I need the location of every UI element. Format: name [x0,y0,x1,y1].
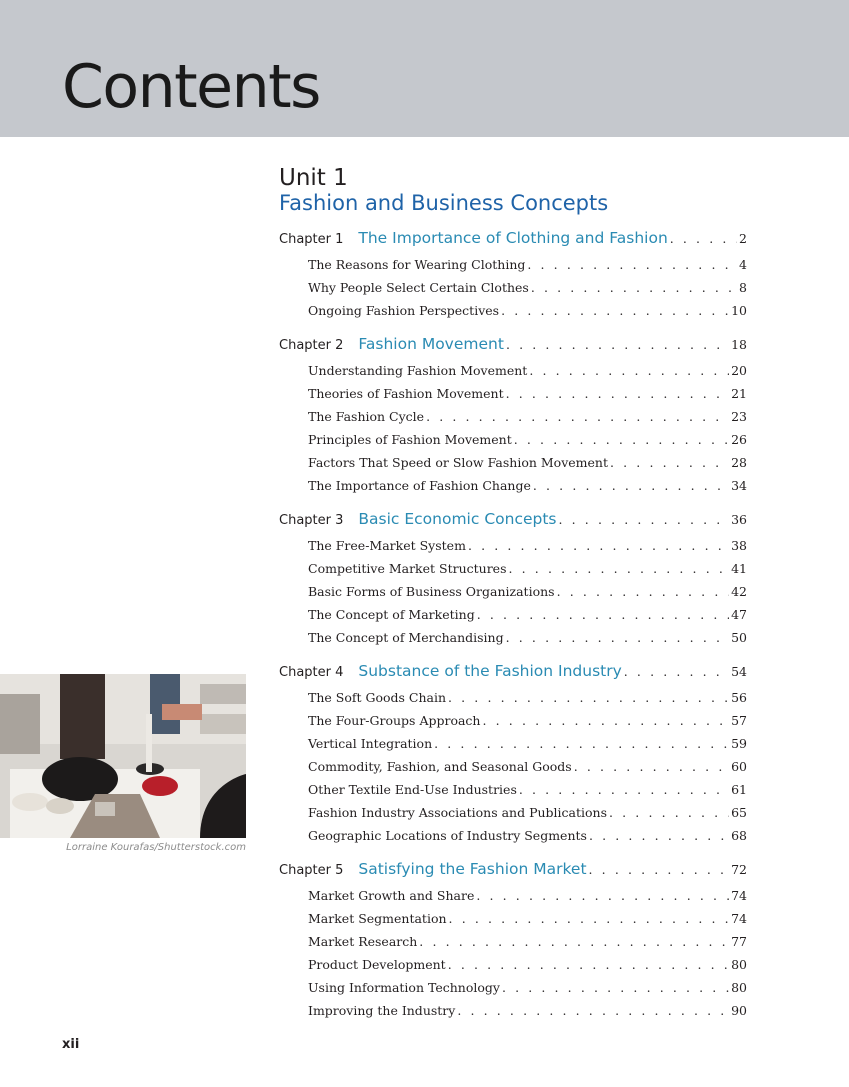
section-page-number: 56 [731,690,747,705]
section-entry[interactable] [279,561,747,584]
section-entry[interactable] [279,455,747,478]
chapter-page-number: 54 [731,664,747,679]
section-title: The Fashion Cycle [308,409,425,424]
section-entry[interactable] [279,980,747,1003]
section-title: Vertical Integration [308,736,433,751]
section-page-number: 50 [731,630,747,645]
section-page-number: 59 [731,736,747,751]
section-page-number: 80 [731,957,747,972]
dot-leader [509,561,730,576]
dot-leader [448,690,729,705]
chapter-entry[interactable] [279,662,747,690]
dot-leader [506,630,729,645]
section-entry[interactable] [279,280,747,303]
page-number: xii [62,1037,80,1052]
section-title: Other Textile End-Use Industries [308,782,517,797]
section-page-number: 20 [731,363,747,378]
section-page-number: 90 [731,1003,747,1018]
section-entry[interactable] [279,607,747,630]
dot-leader [519,782,729,797]
photo-credit: Lorraine Kourafas/Shutterstock.com [66,842,246,853]
dot-leader [426,409,729,424]
section-title: Understanding Fashion Movement [308,363,528,378]
section-entry[interactable] [279,713,747,736]
section-entry[interactable] [279,934,747,957]
chapter-entry[interactable] [279,335,747,363]
chapter-title: Fashion Movement [358,335,504,353]
section-title: Theories of Fashion Movement [308,386,504,401]
dot-leader [529,363,729,378]
chapter-label: Chapter 3 [279,513,344,528]
chapter-label: Chapter 2 [279,338,344,353]
unit-number: Unit 1 [279,165,348,191]
section-entry[interactable] [279,888,747,911]
dot-leader [533,478,729,493]
section-page-number: 47 [731,607,747,622]
dot-leader [483,713,730,728]
dot-leader [609,805,729,820]
chapter-label: Chapter 1 [279,232,344,247]
dot-leader [502,980,729,995]
section-entry[interactable] [279,386,747,409]
dot-leader [468,538,729,553]
dot-leader [559,512,730,527]
section-title: Geographic Locations of Industry Segments [308,828,587,843]
section-page-number: 41 [731,561,747,576]
section-page-number: 21 [731,386,747,401]
dot-leader [477,607,729,622]
section-title: Fashion Industry Associations and Publications [308,805,607,820]
section-title: Commodity, Fashion, and Seasonal Goods [308,759,572,774]
section-title: Factors That Speed or Slow Fashion Movement [308,455,608,470]
section-title: Market Growth and Share [308,888,475,903]
section-page-number: 65 [731,805,747,820]
chapter-1 [279,229,747,326]
dot-leader [501,303,729,318]
dot-leader [449,911,730,926]
section-title: The Free-Market System [308,538,466,553]
boutique-photo [0,674,246,838]
section-entry[interactable] [279,409,747,432]
section-page-number: 61 [731,782,747,797]
chapter-label: Chapter 4 [279,665,344,680]
section-page-number: 10 [731,303,747,318]
section-entry[interactable] [279,782,747,805]
section-title: The Importance of Fashion Change [308,478,531,493]
section-entry[interactable] [279,1003,747,1026]
section-title: The Soft Goods Chain [308,690,447,705]
section-page-number: 38 [731,538,747,553]
chapter-4 [279,662,747,851]
section-entry[interactable] [279,584,747,607]
section-page-number: 28 [731,455,747,470]
chapter-title: The Importance of Clothing and Fashion [358,229,668,247]
dot-leader [670,231,737,246]
section-page-number: 74 [731,911,747,926]
chapter-5 [279,860,747,1026]
section-title: Principles of Fashion Movement [308,432,512,447]
dot-leader [624,664,729,679]
section-entry[interactable] [279,805,747,828]
chapter-title: Satisfying the Fashion Market [358,860,587,878]
section-title: The Four-Groups Approach [308,713,481,728]
chapter-entry[interactable] [279,860,747,888]
section-page-number: 68 [731,828,747,843]
section-entry[interactable] [279,759,747,782]
chapter-title: Basic Economic Concepts [358,510,557,528]
section-page-number: 8 [739,280,747,295]
section-title: Market Segmentation [308,911,447,926]
section-entry[interactable] [279,257,747,280]
section-entry[interactable] [279,363,747,386]
chapter-label: Chapter 5 [279,863,344,878]
section-title: The Concept of Merchandising [308,630,504,645]
section-entry[interactable] [279,736,747,759]
chapter-3 [279,510,747,653]
dot-leader [574,759,729,774]
section-entry[interactable] [279,478,747,501]
section-page-number: 23 [731,409,747,424]
dot-leader [589,862,730,877]
dot-leader [448,957,729,972]
dot-leader [589,828,729,843]
chapter-page-number: 18 [731,337,747,352]
section-entry[interactable] [279,538,747,561]
section-page-number: 42 [731,584,747,599]
chapter-2 [279,335,747,501]
section-page-number: 57 [731,713,747,728]
dot-leader [419,934,729,949]
section-entry[interactable] [279,432,747,455]
section-title: Product Development [308,957,446,972]
dot-leader [557,584,730,599]
section-entry[interactable] [279,690,747,713]
section-page-number: 74 [731,888,747,903]
section-entry[interactable] [279,911,747,934]
page-title: Contents [62,52,320,122]
dot-leader [506,337,729,352]
section-page-number: 26 [731,432,747,447]
section-title: Why People Select Certain Clothes [308,280,529,295]
dot-leader [506,386,730,401]
chapter-page-number: 72 [731,862,747,877]
dot-leader [531,280,737,295]
chapter-page-number: 2 [739,231,747,246]
section-title: Using Information Technology [308,980,500,995]
dot-leader [610,455,729,470]
chapter-page-number: 36 [731,512,747,527]
dot-leader [514,432,729,447]
section-title: Market Research [308,934,418,949]
unit-title: Fashion and Business Concepts [279,191,609,215]
section-title: Ongoing Fashion Perspectives [308,303,500,318]
dot-leader [434,736,729,751]
table-of-contents [279,229,747,1026]
chapter-entry[interactable] [279,229,747,257]
chapter-entry[interactable] [279,510,747,538]
section-entry[interactable] [279,630,747,653]
chapter-title: Substance of the Fashion Industry [358,662,622,680]
section-page-number: 34 [731,478,747,493]
section-entry[interactable] [279,303,747,326]
dot-leader [457,1003,729,1018]
section-entry[interactable] [279,828,747,851]
section-page-number: 77 [731,934,747,949]
section-title: Improving the Industry [308,1003,456,1018]
section-title: The Concept of Marketing [308,607,475,622]
section-title: Competitive Market Structures [308,561,507,576]
section-page-number: 60 [731,759,747,774]
dot-leader [527,257,737,272]
dot-leader [476,888,729,903]
section-page-number: 4 [739,257,747,272]
section-page-number: 80 [731,980,747,995]
section-title: Basic Forms of Business Organizations [308,584,555,599]
section-entry[interactable] [279,957,747,980]
section-title: The Reasons for Wearing Clothing [308,257,526,272]
